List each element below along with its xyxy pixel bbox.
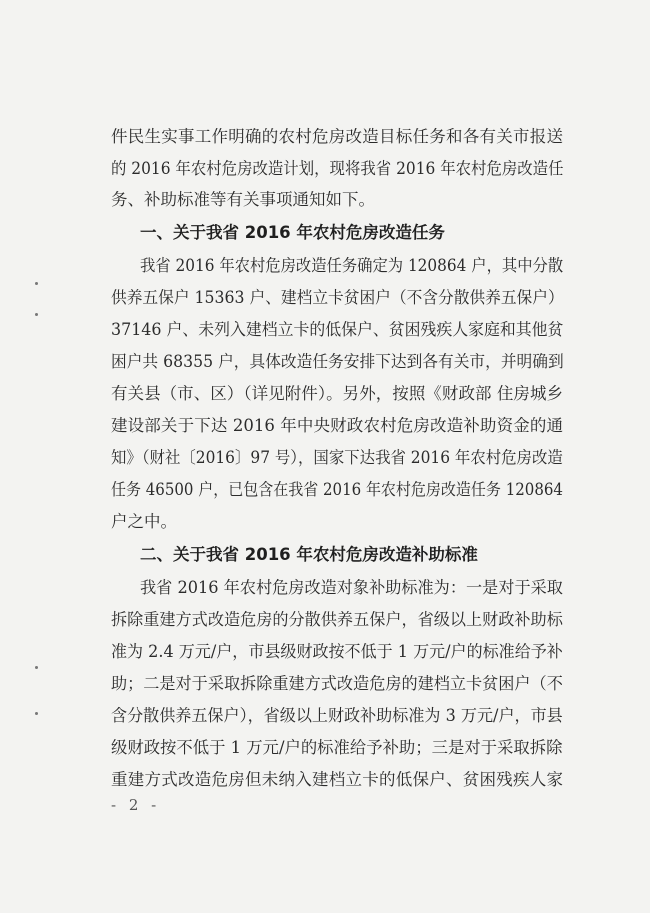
body-line: 37146 户、未列入建档立卡的低保户、贫困残疾人家庭和其他贫 — [111, 320, 564, 339]
scan-speck — [35, 712, 38, 715]
body-line: 困户共 68355 户，具体改造任务安排下达到各有关市，并明确到 — [111, 352, 564, 371]
body-line: 我省 2016 年农村危房改造对象补助标准为：一是对于采取 — [140, 578, 563, 597]
scan-speck — [35, 282, 38, 285]
body-line: 重建方式改造危房但未纳入建档立卡的低保户、贫困残疾人家 — [111, 770, 563, 789]
scan-speck — [35, 666, 38, 669]
body-line: 助；二是对于采取拆除重建方式改造危房的建档立卡贫困户（不 — [111, 674, 563, 693]
body-line: 件民生实事工作明确的农村危房改造目标任务和各有关市报送 — [111, 127, 563, 146]
body-line: 户之中。 — [111, 512, 177, 531]
body-line: 任务 46500 户，已包含在我省 2016 年农村危房改造任务 120864 — [111, 480, 563, 499]
section-heading-2: 二、关于我省 2016 年农村危房改造补助标准 — [140, 545, 478, 564]
section-heading-1: 一、关于我省 2016 年农村危房改造任务 — [140, 223, 445, 242]
body-line: 的 2016 年农村危房改造计划，现将我省 2016 年农村危房改造任 — [111, 159, 564, 178]
body-line: 务、补助标准等有关事项通知如下。 — [111, 190, 375, 209]
body-line: 知》（财社〔2016〕97 号），国家下达我省 2016 年农村危房改造 — [111, 448, 563, 467]
body-line: 建设部关于下达 2016 年中央财政农村危房改造补助资金的通 — [111, 416, 563, 435]
scan-speck — [35, 313, 38, 316]
body-line: 准为 2.4 万元/户，市县级财政按不低于 1 万元/户的标准给予补 — [111, 642, 563, 661]
body-line: 含分散供养五保户），省级以上财政补助标准为 3 万元/户，市县 — [111, 706, 563, 725]
body-line: 级财政按不低于 1 万元/户的标准给予补助；三是对于采取拆除 — [111, 738, 563, 757]
body-line: 拆除重建方式改造危房的分散供养五保户，省级以上财政补助标 — [111, 610, 563, 629]
body-line: 供养五保户 15363 户、建档立卡贫困户（不含分散供养五保户） — [111, 288, 564, 307]
body-line: 我省 2016 年农村危房改造任务确定为 120864 户，其中分散 — [140, 256, 564, 275]
page-number: - 2 - — [111, 796, 161, 814]
body-line: 有关县（市、区）（详见附件）。另外，按照《财政部 住房城乡 — [111, 384, 563, 403]
